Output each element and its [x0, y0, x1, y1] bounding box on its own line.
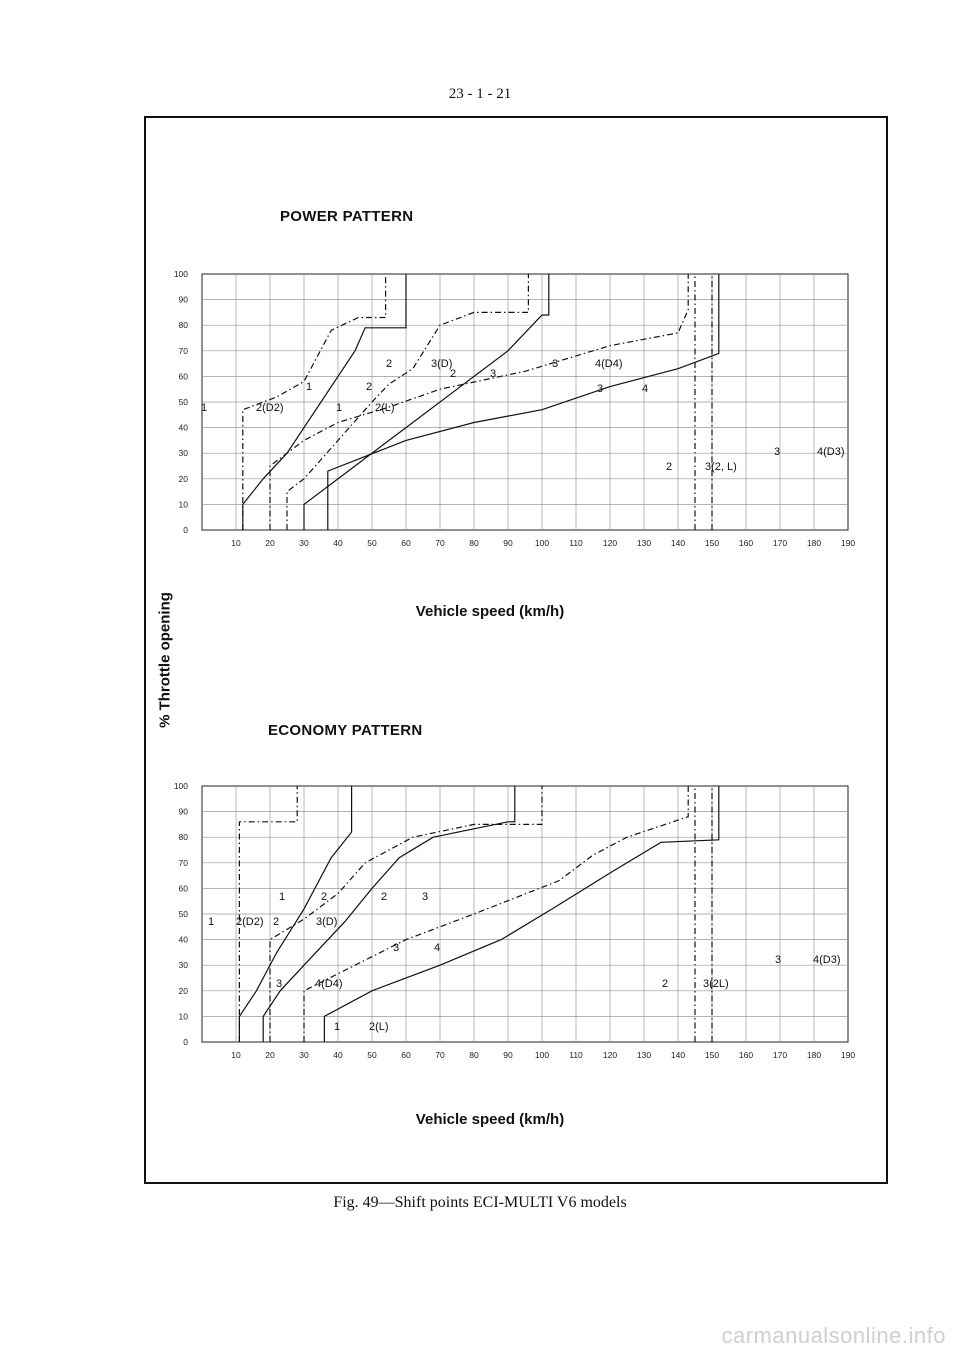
shift-annotation-label: 2	[666, 461, 673, 473]
shift-annotation-label: 1	[279, 891, 286, 903]
footer-watermark: carmanualsonline.info	[721, 1323, 946, 1348]
y-tick-label: 90	[178, 806, 188, 817]
shift-annotation-label: 1	[334, 1021, 341, 1033]
shift-annotation-label: 4(D4)	[315, 978, 343, 990]
x-tick-label: 110	[569, 1050, 583, 1060]
x-tick-label: 190	[840, 538, 856, 548]
shift-annotation-label: 4(D3)	[813, 954, 841, 966]
shift-annotation-label: 1	[201, 402, 208, 414]
x-tick-label: 180	[806, 1050, 822, 1060]
y-tick-label: 70	[178, 345, 188, 356]
y-tick-label: 40	[178, 934, 188, 945]
y-tick-label: 10	[178, 1011, 188, 1022]
x-tick-label: 90	[503, 538, 513, 548]
shift-annotation-label: 2(L)	[369, 1021, 389, 1033]
shift-annotation-label: 2	[450, 368, 457, 380]
y-tick-label: 100	[173, 781, 188, 791]
figure-caption: Fig. 49—Shift points ECI-MULTI V6 models	[333, 1194, 627, 1211]
x-axis-label-power: Vehicle speed (km/h)	[415, 603, 565, 620]
y-tick-label: 50	[178, 397, 188, 407]
x-tick-label: 170	[772, 538, 788, 548]
shift-annotation-label: 3	[422, 891, 429, 903]
y-tick-label: 80	[178, 320, 188, 331]
shift-annotation-label: 3	[552, 358, 559, 370]
x-tick-label: 160	[738, 538, 754, 548]
x-tick-label: 110	[569, 538, 583, 548]
y-tick-label: 80	[178, 832, 188, 843]
shift-annotation-label: 1	[306, 381, 313, 393]
shift-annotation-label: 3(D)	[431, 358, 453, 370]
chart-title-economy: ECONOMY PATTERN	[268, 722, 423, 739]
x-axis-label-economy: Vehicle speed (km/h)	[415, 1111, 565, 1128]
x-tick-label: 130	[636, 538, 652, 548]
x-tick-label: 20	[265, 538, 275, 548]
x-tick-label: 20	[265, 1050, 275, 1060]
x-tick-label: 50	[367, 538, 377, 548]
y-tick-label: 70	[178, 857, 188, 868]
x-tick-label: 150	[704, 538, 720, 548]
x-tick-label: 140	[670, 538, 686, 548]
y-tick-label: 30	[178, 448, 188, 459]
shift-annotation-label: 3	[490, 368, 497, 380]
x-tick-label: 120	[602, 1050, 618, 1060]
shift-annotation-label: 3	[276, 978, 283, 990]
chart-title-power: POWER PATTERN	[280, 208, 414, 225]
shift-annotation-label: 3(2L)	[703, 978, 729, 990]
y-tick-label: 10	[178, 499, 188, 510]
x-tick-label: 50	[367, 1050, 377, 1060]
shift-annotation-label: 2(D2)	[236, 916, 264, 928]
shared-y-axis-label: % Throttle opening	[156, 592, 174, 728]
x-tick-label: 70	[435, 1050, 445, 1060]
y-tick-label: 60	[178, 371, 188, 382]
y-tick-label: 20	[178, 985, 188, 996]
x-tick-label: 130	[636, 1050, 652, 1060]
shift-annotation-label: 2	[386, 358, 393, 370]
shift-annotation-label: 1	[208, 916, 215, 928]
shift-annotation-label: 4(D3)	[817, 446, 845, 458]
shift-annotation-label: 2	[321, 891, 328, 903]
x-tick-label: 150	[704, 1050, 720, 1060]
x-tick-label: 40	[333, 538, 343, 548]
x-tick-label: 190	[840, 1050, 856, 1060]
x-tick-label: 30	[299, 1050, 309, 1060]
x-tick-label: 160	[738, 1050, 754, 1060]
x-tick-label: 80	[469, 538, 479, 548]
shift-annotation-label: 3(2, L)	[705, 461, 737, 473]
y-tick-label: 60	[178, 883, 188, 894]
y-tick-label: 30	[178, 960, 188, 971]
x-tick-label: 90	[503, 1050, 513, 1060]
x-tick-label: 70	[435, 538, 445, 548]
shift-annotation-label: 1	[336, 402, 343, 414]
x-tick-label: 60	[401, 538, 411, 548]
y-tick-label: 100	[173, 269, 188, 279]
shift-annotation-label: 2(L)	[375, 402, 395, 414]
x-tick-label: 10	[231, 538, 241, 548]
x-tick-label: 100	[534, 1050, 550, 1060]
page-number: 23 - 1 - 21	[448, 86, 512, 102]
shift-annotation-label: 2	[366, 381, 373, 393]
x-tick-label: 180	[806, 538, 822, 548]
shift-annotation-label: 3(D)	[316, 916, 338, 928]
x-tick-label: 170	[772, 1050, 788, 1060]
y-tick-label: 90	[178, 294, 188, 305]
shift-annotation-label: 2(D2)	[256, 402, 284, 414]
shift-annotation-label: 2	[381, 891, 388, 903]
x-tick-label: 100	[534, 538, 550, 548]
shift-annotation-label: 4(D4)	[595, 358, 623, 370]
x-tick-label: 60	[401, 1050, 411, 1060]
x-tick-label: 30	[299, 538, 309, 548]
y-tick-label: 0	[183, 1037, 188, 1047]
y-tick-label: 50	[178, 909, 188, 919]
shift-annotation-label: 4	[642, 383, 649, 395]
x-tick-label: 10	[231, 1050, 241, 1060]
x-tick-label: 140	[670, 1050, 686, 1060]
y-tick-label: 20	[178, 473, 188, 484]
y-tick-label: 0	[183, 525, 188, 535]
shift-annotation-label: 3	[774, 446, 781, 458]
shift-annotation-label: 3	[393, 942, 400, 954]
shift-annotation-label: 3	[597, 383, 604, 395]
x-tick-label: 120	[602, 538, 618, 548]
x-tick-label: 40	[333, 1050, 343, 1060]
x-tick-label: 80	[469, 1050, 479, 1060]
shift-annotation-label: 3	[775, 954, 782, 966]
shift-annotation-label: 2	[273, 916, 280, 928]
shift-annotation-label: 4	[434, 942, 441, 954]
y-tick-label: 40	[178, 422, 188, 433]
shift-annotation-label: 2	[662, 978, 669, 990]
